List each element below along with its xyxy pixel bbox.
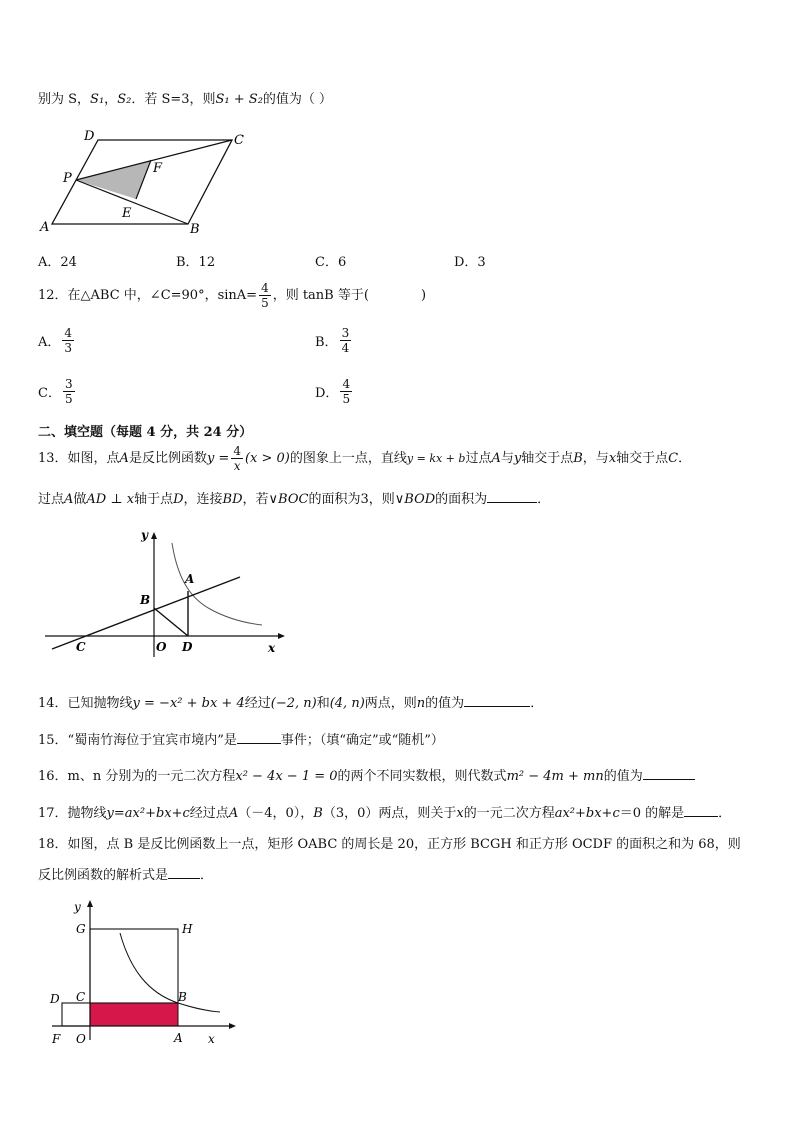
q13-point-a: A bbox=[119, 451, 129, 466]
label-y: y bbox=[141, 528, 148, 542]
q16-equation: x² − 4x − 1 = 0 bbox=[235, 769, 338, 784]
q11-parallelogram-figure bbox=[36, 126, 256, 236]
q13-axis-x: x bbox=[608, 451, 617, 466]
q11-text-mid: ．若 S=3，则 bbox=[131, 92, 216, 107]
q14-text: 和 bbox=[316, 696, 330, 711]
q12-option-d-label: D． bbox=[315, 386, 339, 401]
q13-text: 的面积为 bbox=[435, 492, 488, 507]
label-c: C bbox=[234, 133, 244, 148]
label-a: A bbox=[40, 220, 50, 235]
label-c: C bbox=[76, 640, 86, 654]
q11-text-pre: 别为 S， bbox=[38, 92, 91, 107]
section-title-fill-in: 二、填空题（每题 4 分，共 24 分） bbox=[38, 425, 253, 440]
q13-text: 是反比例函数 bbox=[128, 451, 207, 466]
label-a: A bbox=[174, 1031, 183, 1045]
q13-text: 的图象上一点，直线 bbox=[289, 451, 407, 466]
q12-option-a bbox=[38, 327, 76, 354]
q12-option-b-num: 3 bbox=[341, 326, 350, 340]
label-d: D bbox=[84, 129, 95, 144]
q17-var-x: x bbox=[456, 806, 464, 821]
q14-text: 的值为 bbox=[425, 696, 465, 711]
q13-text: 的面积为 bbox=[308, 492, 361, 507]
q17-text: 17．抛物线 bbox=[38, 806, 107, 821]
q18-answer-blank[interactable] bbox=[168, 866, 200, 879]
q14-text: 14．已知抛物线 bbox=[38, 696, 133, 711]
q11-text-post: 的值为（ ） bbox=[262, 92, 333, 107]
label-x: x bbox=[208, 1032, 215, 1046]
q13-func-num: 4 bbox=[233, 444, 241, 458]
q18-line-2 bbox=[38, 864, 213, 883]
label-o: O bbox=[76, 1032, 86, 1046]
q13-text: 做 bbox=[73, 492, 87, 507]
rectangle-oabc-filled bbox=[90, 1003, 178, 1026]
label-c: C bbox=[76, 990, 86, 1004]
q13-text: 过点 bbox=[465, 451, 492, 466]
label-h: H bbox=[182, 922, 193, 936]
q18-text: 反比例函数的解析式是 bbox=[38, 868, 169, 883]
q11-s1: S₁ bbox=[90, 92, 105, 107]
label-b: B bbox=[190, 222, 200, 236]
q13-text: 轴交于点 bbox=[521, 451, 574, 466]
x-axis-arrow bbox=[278, 633, 285, 639]
q13-text: ，若 bbox=[242, 492, 269, 507]
q13-func-fraction bbox=[231, 445, 243, 472]
q13-text: 与 bbox=[500, 451, 514, 466]
q12-option-c-den: 5 bbox=[64, 392, 73, 406]
q11-s2: S₂ bbox=[117, 92, 132, 107]
q13-line-2 bbox=[38, 488, 550, 507]
q17-answer-blank[interactable] bbox=[684, 804, 718, 817]
label-p: P bbox=[63, 171, 72, 186]
q13-point-d: D bbox=[173, 492, 184, 507]
q17-text: （－4，0）， bbox=[238, 806, 314, 821]
q13-axis-y: y bbox=[513, 451, 522, 466]
q11-question-text bbox=[38, 88, 332, 107]
q13-text: 轴交于点 bbox=[616, 451, 669, 466]
q13-point-a: A bbox=[491, 451, 501, 466]
q13-func-den: x bbox=[233, 459, 241, 473]
q18-graph-figure bbox=[44, 895, 244, 1050]
q17-text: 经过点 bbox=[189, 806, 229, 821]
label-g: G bbox=[76, 922, 86, 936]
q14-question bbox=[38, 692, 543, 711]
shaded-triangle bbox=[76, 160, 151, 199]
label-b: B bbox=[178, 990, 187, 1004]
q12-option-b-label: B． bbox=[315, 335, 338, 350]
q13-text: 轴于点 bbox=[134, 492, 174, 507]
q12-option-d-den: 5 bbox=[342, 392, 351, 406]
q11-option-c: C．6 bbox=[315, 255, 347, 270]
q14-answer-blank[interactable] bbox=[464, 694, 530, 707]
q13-text: ． bbox=[678, 451, 692, 466]
q11-option-b: B．12 bbox=[176, 255, 216, 270]
q17-point-a: A bbox=[228, 806, 239, 821]
label-d: D bbox=[182, 640, 193, 654]
q12-option-c bbox=[38, 378, 77, 405]
q12-option-a-label: A． bbox=[38, 335, 61, 350]
q13-line-1 bbox=[38, 444, 691, 474]
y-axis-arrow bbox=[151, 532, 157, 539]
q16-text: 16．m、n 分别为的一元二次方程 bbox=[38, 769, 236, 784]
q18-line-1: 18．如图，点 B 是反比例函数上一点，矩形 OABC 的周长是 20，正方形 BCGH 和正方形 OCDF 的面积之和为 68，则 bbox=[38, 837, 741, 852]
q13-func-cond: (x > 0) bbox=[244, 451, 290, 466]
q12-option-b bbox=[315, 327, 353, 354]
label-o: O bbox=[156, 640, 167, 654]
q15-answer-blank[interactable] bbox=[237, 731, 281, 744]
q13-func-lhs: y = bbox=[206, 451, 230, 466]
q15-text: 15．“蜀南竹海位于宜宾市境内”是 bbox=[38, 733, 237, 748]
q16-text: 的两个不同实数根，则代数式 bbox=[337, 769, 507, 784]
q14-text: 两点，则 bbox=[364, 696, 417, 711]
q17-parabola: y=ax²+bx+c bbox=[106, 806, 190, 821]
q16-question bbox=[38, 765, 695, 784]
q14-parabola: y = −x² + bx + 4 bbox=[132, 696, 245, 711]
q17-text: ＝0 的解是 bbox=[619, 806, 685, 821]
q13-answer-blank[interactable] bbox=[487, 490, 537, 503]
x-axis-arrow bbox=[229, 1023, 236, 1029]
q13-point-b: B bbox=[573, 451, 583, 466]
q12-option-b-den: 4 bbox=[341, 341, 350, 355]
label-b: B bbox=[140, 593, 151, 607]
y-axis-arrow bbox=[87, 900, 93, 907]
q14-var-n: n bbox=[416, 696, 426, 711]
q13-graph-figure bbox=[40, 525, 290, 660]
q12-option-c-label: C． bbox=[38, 386, 61, 401]
q15-text: 事件；（填“确定”或“随机”） bbox=[280, 733, 444, 748]
q12-sin-den: 5 bbox=[261, 296, 269, 310]
q13-text: ，连接 bbox=[183, 492, 223, 507]
label-e: E bbox=[122, 206, 132, 221]
q11-sep: ， bbox=[104, 92, 118, 107]
q12-sin-num: 4 bbox=[261, 281, 269, 295]
q17-text: 的一元二次方程 bbox=[463, 806, 555, 821]
q12-post: ，则 tanB 等于( ) bbox=[272, 288, 427, 303]
segment-bd bbox=[154, 608, 188, 636]
q16-expression: m² − 4m + mn bbox=[506, 769, 604, 784]
q17-text: ． bbox=[718, 806, 732, 821]
line-kx-b bbox=[52, 577, 240, 649]
label-x: x bbox=[268, 641, 276, 655]
q12-sin-fraction bbox=[259, 282, 271, 309]
q18-text: ． bbox=[200, 868, 214, 883]
q13-point-c: C bbox=[668, 451, 679, 466]
q14-point-1: (−2, n) bbox=[270, 696, 317, 711]
q13-triangle-bod: ∨BOD bbox=[394, 492, 436, 507]
q12-pre: 12．在△ABC 中，∠C=90°，sinA= bbox=[38, 288, 258, 303]
q11-option-d: D．3 bbox=[454, 255, 486, 270]
label-f: F bbox=[52, 1032, 61, 1046]
label-y: y bbox=[74, 900, 81, 914]
q17-point-b: B bbox=[313, 806, 323, 821]
q15-question bbox=[38, 729, 444, 748]
q13-segment-bd: BD bbox=[222, 492, 243, 507]
q12-option-d-num: 4 bbox=[342, 377, 351, 391]
q12-option-d bbox=[315, 378, 354, 405]
q13-text: ，则 bbox=[368, 492, 395, 507]
q12-option-c-num: 3 bbox=[64, 377, 73, 391]
q13-perp: AD ⊥ x bbox=[86, 492, 135, 507]
q14-text: ． bbox=[530, 696, 544, 711]
q17-question bbox=[38, 802, 731, 821]
q13-line-eq: y = kx + b bbox=[406, 452, 466, 465]
label-d: D bbox=[50, 992, 60, 1006]
q11-expr: S₁ + S₂ bbox=[215, 92, 263, 107]
q14-text: 经过 bbox=[244, 696, 271, 711]
q13-text: 过点 bbox=[38, 492, 65, 507]
q13-text: 13．如图，点 bbox=[38, 451, 120, 466]
q12-option-a-num: 4 bbox=[64, 326, 73, 340]
q13-point-a: A bbox=[64, 492, 74, 507]
label-a: A bbox=[185, 572, 195, 586]
q16-text: 的值为 bbox=[603, 769, 643, 784]
q17-equation: ax²+bx+c bbox=[554, 806, 620, 821]
label-f: F bbox=[153, 161, 163, 176]
square-ocdf bbox=[62, 1003, 90, 1026]
q13-text: ，与 bbox=[582, 451, 609, 466]
q17-text: （3，0）两点，则关于 bbox=[322, 806, 457, 821]
q12-option-a-den: 3 bbox=[64, 341, 73, 355]
q13-triangle-boc: ∨BOC bbox=[268, 492, 309, 507]
q13-area-value: 3 bbox=[360, 492, 369, 507]
hyperbola-curve bbox=[120, 933, 220, 1012]
q16-answer-blank[interactable] bbox=[643, 767, 695, 780]
q12-question bbox=[38, 282, 426, 309]
q14-point-2: (4, n) bbox=[329, 696, 365, 711]
q11-option-a: A．24 bbox=[38, 255, 77, 270]
q13-text: ． bbox=[537, 492, 551, 507]
